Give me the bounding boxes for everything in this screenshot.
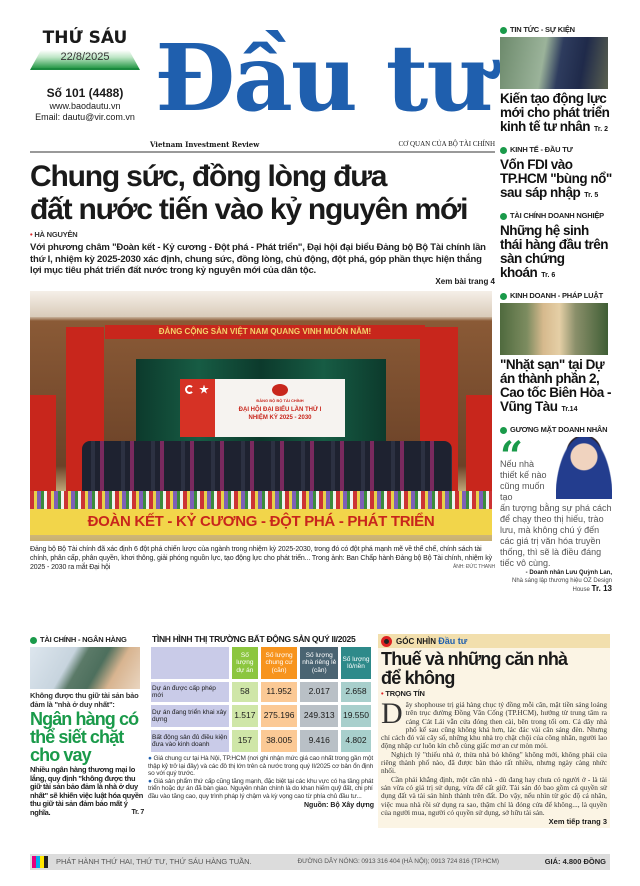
section-label: KINH TẾ - ĐẦU TƯ: [500, 144, 612, 155]
bank-story: [30, 634, 144, 818]
lead-headline[interactable]: [30, 160, 495, 226]
column-header: Số lượng lô/nền: [341, 647, 371, 679]
opinion-box: [378, 634, 610, 828]
stage-screen: [215, 379, 345, 437]
lead-photo: [30, 291, 492, 541]
section-label: TÀI CHÍNH - NGÂN HÀNG: [30, 634, 144, 645]
profile-role: Nhà sáng lập thương hiệu OZ Design House: [511, 578, 612, 593]
hammer-sickle-icon: [185, 385, 194, 394]
flag-panel: [180, 379, 215, 437]
see-more-link[interactable]: Xem bài trang 4: [435, 276, 495, 286]
opinion-kicker-bar: [378, 634, 610, 648]
footer-hotline: ĐƯỜNG DÂY NÓNG: 0913 316 404 (HÀ NỘI); 0913 724 816 (TP.HCM): [297, 858, 499, 865]
column-header: Số lượng nhà riêng lẻ (căn): [300, 647, 337, 679]
bank-body: Nhiều ngân hàng thương mại lo lắng, quy định "không được thu giữ tài sản bảo đảm là nhà ở duy nhất" sẽ khiến việc luật hóa quyền thu giữ tài sản đảm bảo mất ý nghĩa.: [30, 765, 143, 817]
photo-credit: ẢNH: ĐỨC THANH: [453, 563, 495, 570]
sidebar-photo-highway: [500, 303, 608, 355]
footer-schedule: PHÁT HÀNH THỨ HAI, THỨ TƯ, THỨ SÁU HÀNG TUẦN.: [56, 857, 252, 866]
realestate-infographic: [148, 634, 374, 810]
bullet-icon: [500, 427, 507, 434]
table-row: Dự án đang triển khai xây dựng 1.517 275.196 249.313 19.550: [151, 705, 371, 727]
lead-story: [30, 160, 495, 572]
eye-icon: [381, 636, 392, 647]
profile-author: - Doanh nhân Lưu Quỳnh Lan,: [525, 570, 612, 576]
cmyk-marks: [32, 856, 48, 868]
bottom-section: [30, 634, 610, 850]
top-banner: ĐẢNG CỘNG SẢN VIỆT NAM QUANG VINH MUÔN NĂM!: [105, 325, 425, 339]
bullet-icon: [500, 213, 507, 220]
bank-kicker: Không được thu giữ tài sản bảo đảm là "nhà ở duy nhất":: [30, 691, 139, 709]
column-header: Số lượng dự án: [232, 647, 258, 679]
website-link[interactable]: www.baodautu.vn: [49, 101, 121, 111]
weekday: THỨ SÁU: [42, 28, 128, 48]
page-ref: Tr. 2: [594, 126, 609, 133]
screen-title: ĐẠI HỘI ĐẠI BIỂU LẦN THỨ I: [238, 406, 322, 413]
issue-number: Số 101 (4488): [46, 86, 124, 100]
masthead-rule: [30, 151, 495, 153]
opinion-byline: • TRỌNG TÍN: [381, 689, 425, 698]
sidebar-story[interactable]: "Nhặt sạn" tại Dự án thành phần 2, Cao tốc Biên Hòa - Vũng Tàu Tr.14: [500, 357, 612, 414]
sidebar: [500, 24, 612, 594]
infographic-notes: [148, 755, 374, 801]
screen-term: NHIỆM KỲ 2025 - 2030: [248, 414, 312, 421]
table-row: Bất động sản đủ điều kiện đưa vào kinh doanh 157 38.005 9.416 4.802: [151, 730, 371, 752]
realestate-table: [148, 644, 374, 755]
page-ref: Tr. 5: [584, 192, 599, 199]
sidebar-story[interactable]: Kiến tạo động lực mới cho phát triển kinh tế tư nhân Tr. 2: [500, 91, 610, 134]
opinion-headline[interactable]: Thuế và những căn nhà để không: [381, 649, 568, 688]
opinion-kicker: GÓC NHÌN Đầu tư: [396, 635, 468, 646]
table-row: Dự án được cấp phép mới 58 11.952 2.017 2.658: [151, 682, 371, 702]
bank-body-block: [30, 766, 144, 818]
opinion-body: Dãy shophouse trị giá hàng chục tỷ đồng mỗi căn, mặt tiền sáng loáng trên trục đường Đồng Văn Cống (TP.HCM), hướng từ trung tâm ra cảng Cát Lái vẫn cửa đóng then cài, bên trong tối om. Cả dãy nhà phố kế sau cũng không khá hơn, lác đác vài căn sáng đèn. Nhưng chỉ cách đó vài cây số, những khu nhà trọ chật chội của công nhân, người lao động nhập cư luôn kín chỗ cùng giấc mơ an cư mòn mỏi. Nghịch lý "thiếu nhà ở, thừa nhà bỏ không" không mới, không phải của riêng thành phố nào, đã được bàn thảo rất nhiều, nhưng ngày càng nhức nhối. Cần phải khẳng định, một căn nhà - dù đang hay chưa có người ở - là tài sản vừa có giá trị sử dụng, vừa để cất giữ. Tài sản đó bao gồm cả quyền sử dụng đất và tài sản hình thành trên đất. Do vậy, nếu nhìn từ góc độ cá nhân, việc mua nhà rồi sử dụng ra sao, thậm chí là đóng cửa để không..., là quyền của người mua, người có quyền sử dụng, sở hữu tài sản.: [381, 697, 607, 817]
star-icon: [199, 385, 209, 395]
author: HÀ NGUYÊN: [34, 230, 78, 239]
page-ref[interactable]: Tr. 7: [131, 808, 144, 816]
logo-subtitle: Vietnam Investment Review: [150, 140, 260, 149]
email-link[interactable]: Email: dautu@vir.com.vn: [35, 112, 135, 122]
issue-date: 22/8/2025: [60, 51, 110, 63]
portrait: [556, 437, 612, 499]
bank-headline[interactable]: Ngân hàng có thể siết chặt cho vay: [30, 709, 139, 765]
bottom-banner: ĐOÀN KẾT - KỶ CƯƠNG - ĐỘT PHÁ - PHÁT TRIỂN: [30, 509, 492, 535]
delegates-row: [82, 441, 452, 493]
note-item: ● Giá sản phẩm thứ cấp cũng tăng mạnh, đặc biệt tại các khu vực có hạ tầng phát triển hoặc dự án đã bàn giao. Nguyên nhân chính là do khan hiếm quỹ đất, chi phí đầu vào tăng cao, quy trình pháp lý chậm và kỳ vọng cao từ phía chủ đầu tư...: [148, 777, 374, 800]
headline-line-1: Chung sức, đồng lòng đưa: [30, 160, 387, 193]
flowers: [30, 491, 492, 509]
section-label: TÀI CHÍNH DOANH NGHIỆP: [500, 210, 612, 221]
profile-top: [500, 437, 612, 503]
see-more-link[interactable]: Xem tiếp trang 3: [548, 817, 607, 827]
bullet-icon: [500, 147, 507, 154]
profile-quote-b: ấn tượng bằng sự phá cách để chạy theo thị hiếu, trào lưu, mà không chú ý đến các giá trị văn hóa truyền thống, thì sẽ là điều đáng tiếc vô cùng.: [500, 503, 612, 568]
section-label: TIN TỨC - SỰ KIỆN: [500, 24, 612, 35]
page-ref[interactable]: Tr. 13: [591, 584, 612, 593]
bullet-icon: [500, 293, 507, 300]
page-ref: Tr.14: [561, 406, 578, 413]
bank-photo: [30, 647, 140, 689]
profile-quote-a: Nếu nhà thiết kế nào cũng muốn tạo: [500, 459, 547, 502]
sidebar-story[interactable]: Vốn FDI vào TP.HCM "bùng nổ" sau sáp nhập Tr. 5: [500, 157, 612, 200]
note-item: ● Giá chung cư tại Hà Nội, TP.HCM (nơi ghi nhận mức giá cao nhất trong gần một thập kỷ trở lại đây) và các đô thị lớn trên cả nước trong quý II/2025 cơ bản ổn định so với quý trước.: [148, 755, 374, 778]
party-emblem: [272, 384, 288, 396]
dropcap: D: [381, 697, 403, 730]
infographic-title: TÌNH HÌNH THỊ TRƯỜNG BẤT ĐỘNG SẢN QUÝ II/2025: [152, 634, 356, 644]
section-label: GƯƠNG MẶT DOANH NHÂN: [500, 424, 612, 435]
sidebar-story[interactable]: Những hệ sinh thái hàng đầu trên sàn chứng khoán Tr. 6: [500, 223, 609, 280]
lead-summary: Với phương châm "Đoàn kết - Kỷ cương - Đột phá - Phát triển", Đại hội đại biểu Đảng bộ Bộ Tài chính lần thứ I, nhiệm kỳ 2025-2030 xác định, chung sức, đồng lòng, chủ động, đột phá, góp phần thực hiện thắng lợi mục tiêu phát triển đất nước trong kỷ nguyên mới của dân tộc.: [30, 242, 486, 276]
page-ref: Tr. 6: [541, 272, 556, 279]
quote-icon: [500, 437, 552, 459]
footer-price: GIÁ: 4.800 ĐỒNG: [544, 857, 606, 866]
screen-org: ĐẢNG BỘ BỘ TÀI CHÍNH: [256, 397, 304, 403]
infographic-source: Nguồn: Bộ Xây dựng: [303, 801, 374, 809]
section-label: KINH DOANH - PHÁP LUẬT: [500, 290, 612, 301]
photo-caption: Đảng bộ Bộ Tài chính đã xác định 6 đột phá chiến lược của ngành trong nhiệm kỳ 2025-2030, trong đó có đột phá mạnh mẽ về thể chế, chính sách tài chính, phân cấp, phân quyền, khơi thông, giải phóng nguồn lực, tạo động lực cho phát triển... Trong ảnh: Ban Chấp hành Đảng bộ Bộ Tài chính, nhiệm kỳ 2025 - 2030 ra mắt Đại hội: [30, 545, 493, 571]
logo: Đầu tư: [154, 24, 492, 132]
footer: [30, 854, 610, 870]
bullet-icon: [30, 637, 37, 644]
sidebar-photo-worker: [500, 37, 608, 89]
byline: • HÀ NGUYÊN: [30, 230, 78, 239]
bullet-icon: [500, 27, 507, 34]
headline-line-2: đất nước tiến vào kỷ nguyên mới: [30, 193, 468, 226]
photo-caption-block: [30, 545, 495, 572]
column-header: Số lượng chung cư (căn): [261, 647, 298, 679]
agency: CƠ QUAN CỦA BỘ TÀI CHÍNH: [398, 140, 495, 148]
